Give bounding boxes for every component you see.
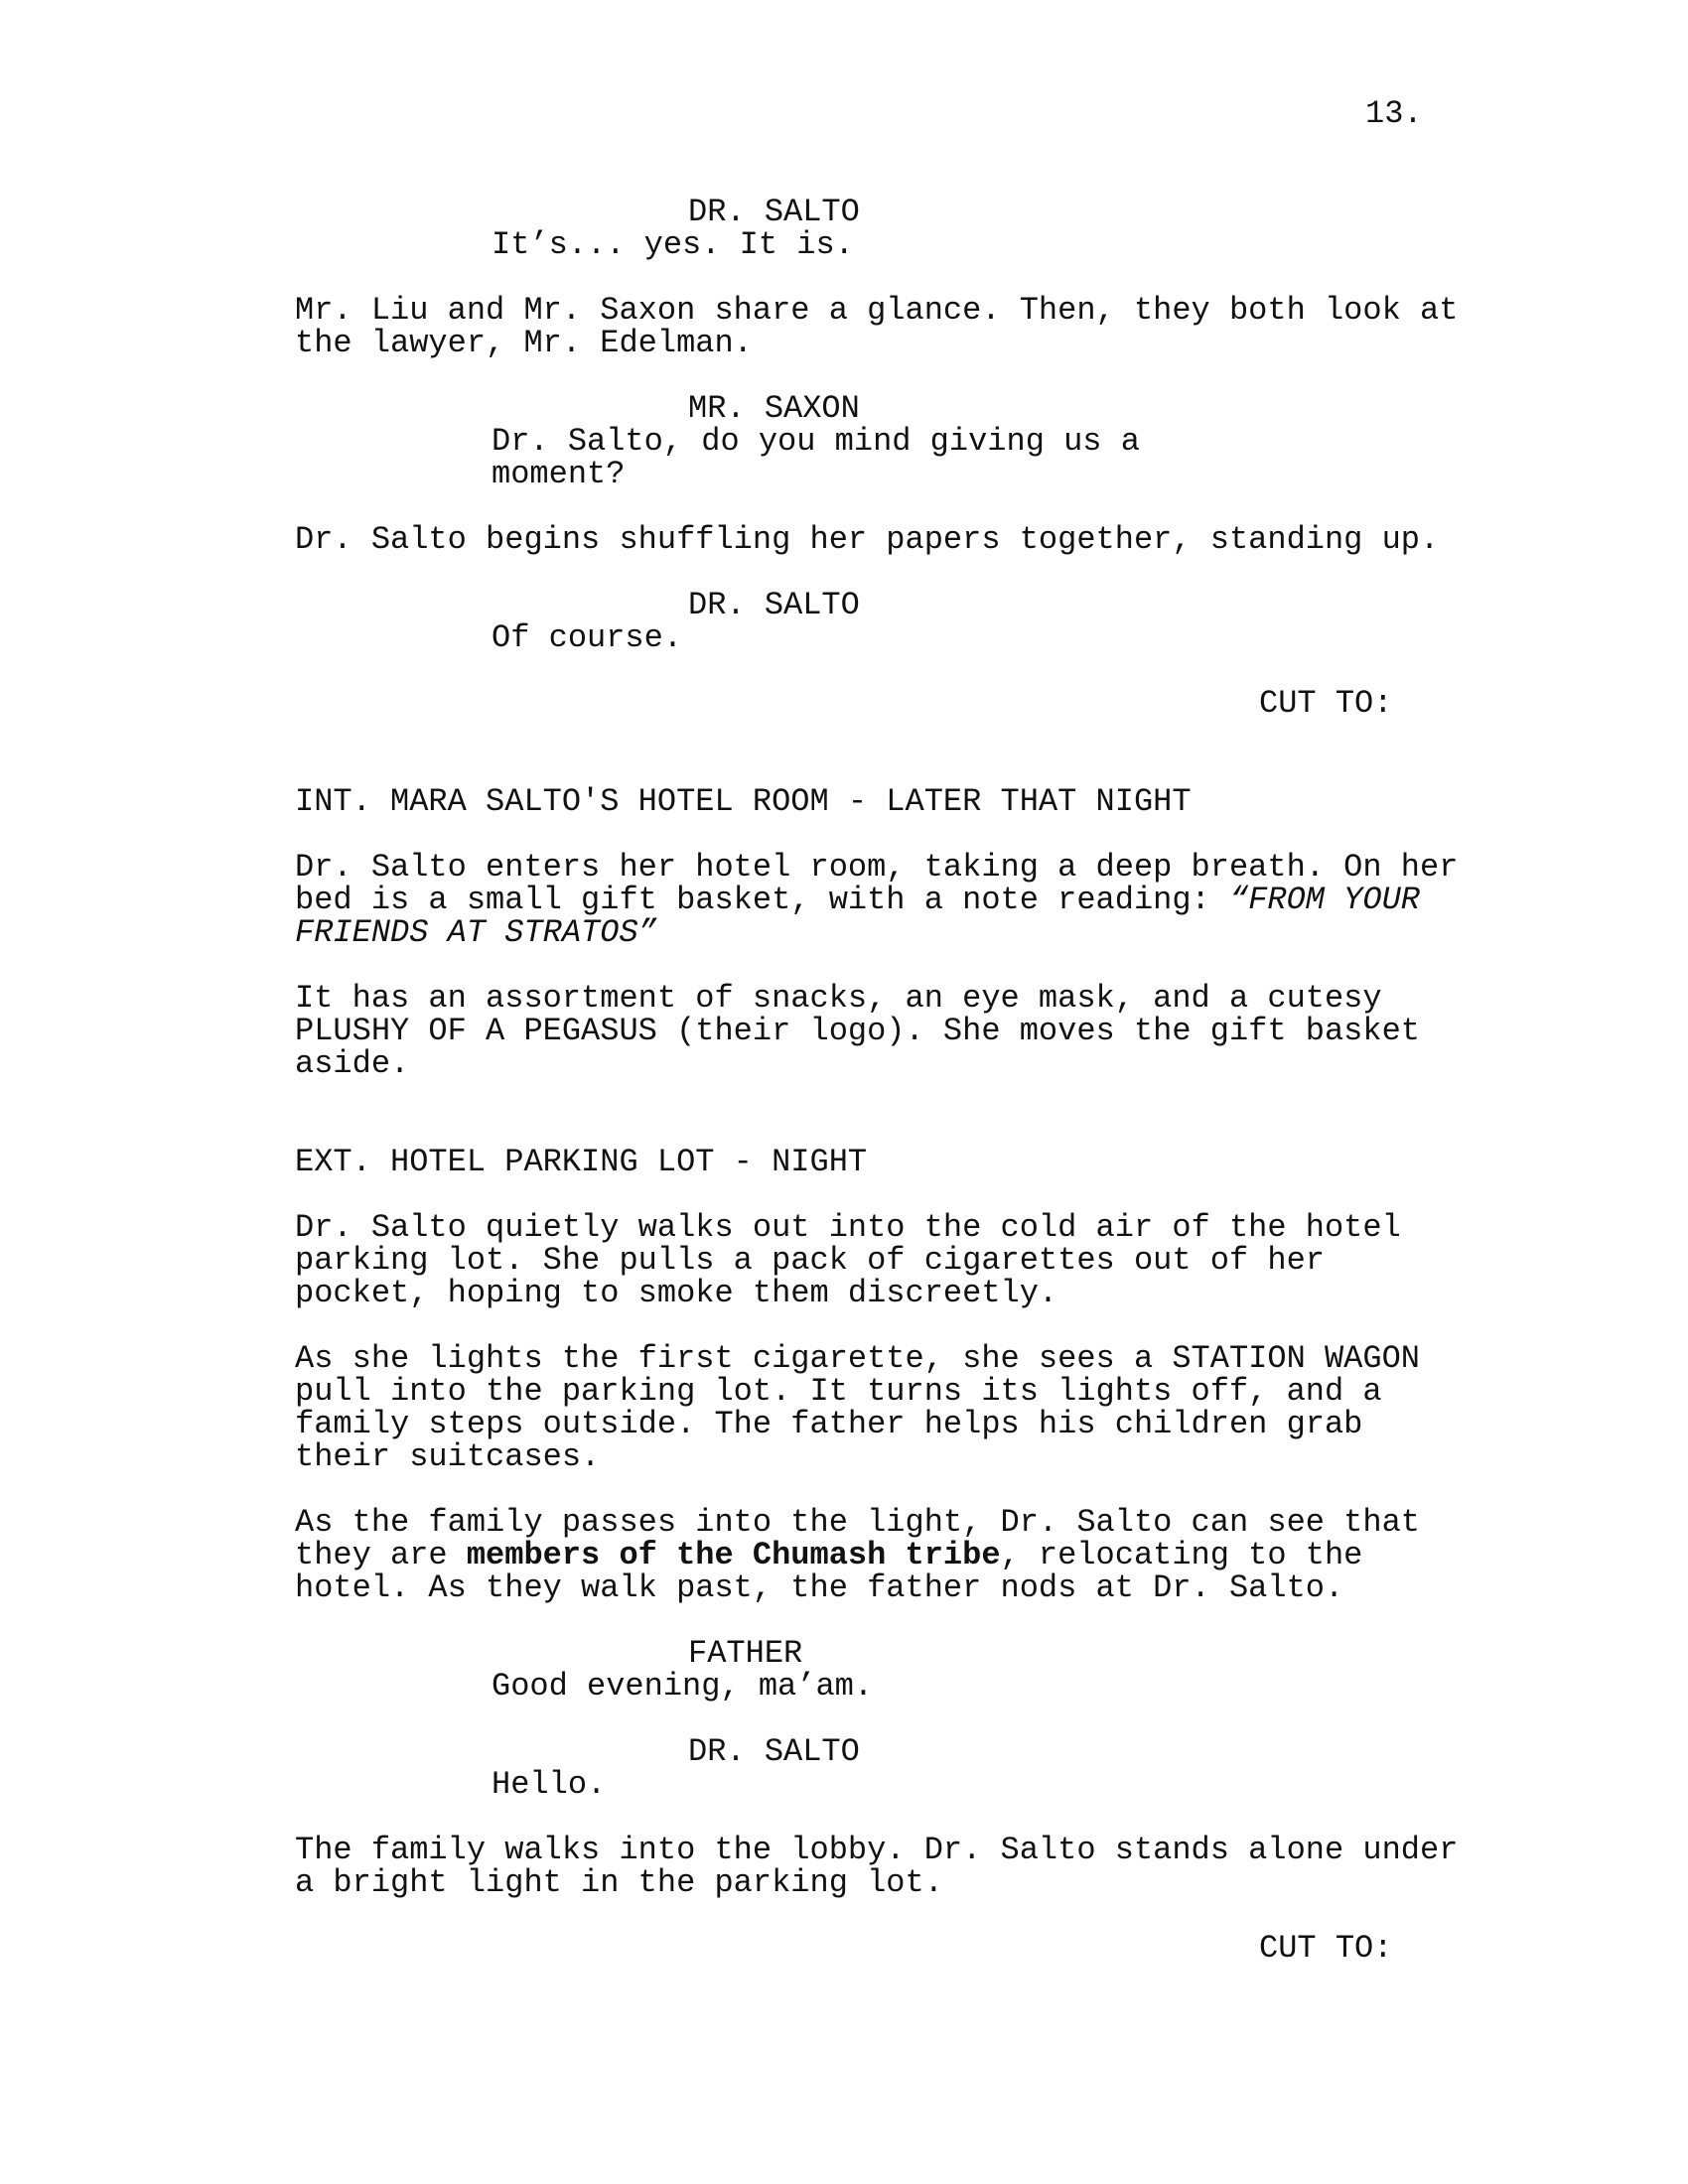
dialogue-line: Dr. Salto, do you mind giving us a bbox=[492, 423, 1140, 460]
dialogue-line: Of course. bbox=[492, 619, 683, 656]
note-text: “FROM YOUR bbox=[1228, 882, 1420, 918]
character-name: DR. SALTO bbox=[688, 587, 860, 623]
character-name: DR. SALTO bbox=[688, 1733, 860, 1770]
emphasis-text: members of the Chumash tribe bbox=[466, 1537, 1001, 1573]
action-line: pull into the parking lot. It turns its lights off, and a bbox=[295, 1373, 1382, 1410]
dialogue-line: Hello. bbox=[492, 1766, 607, 1803]
transition: CUT TO: bbox=[1259, 1930, 1393, 1967]
action-line: aside. bbox=[295, 1045, 410, 1082]
action-line bbox=[295, 884, 1420, 916]
action-line: Dr. Salto enters her hotel room, taking a deep breath. On her bbox=[295, 849, 1459, 886]
dialogue-line: It’s... yes. It is. bbox=[492, 226, 854, 263]
action-line bbox=[295, 1539, 1362, 1571]
note-text: FRIENDS AT STRATOS” bbox=[295, 914, 657, 951]
action-text: , relocating to the bbox=[1000, 1537, 1363, 1573]
scene-heading: EXT. HOTEL PARKING LOT - NIGHT bbox=[295, 1144, 868, 1180]
action-text: bed is a small gift basket, with a note reading: bbox=[295, 882, 1229, 918]
character-name: FATHER bbox=[688, 1635, 803, 1672]
action-text: they are bbox=[295, 1537, 467, 1573]
page-number: 13. bbox=[1365, 95, 1423, 132]
action-line: hotel. As they walk past, the father nods at Dr. Salto. bbox=[295, 1570, 1344, 1606]
scene-heading: INT. MARA SALTO'S HOTEL ROOM - LATER THAT NIGHT bbox=[295, 783, 1192, 820]
transition: CUT TO: bbox=[1259, 685, 1393, 722]
action-line: the lawyer, Mr. Edelman. bbox=[295, 325, 753, 361]
dialogue-line: moment? bbox=[492, 456, 626, 492]
action-line: Mr. Liu and Mr. Saxon share a glance. Then, they both look at bbox=[295, 292, 1459, 329]
action-line: family steps outside. The father helps his children grab bbox=[295, 1406, 1363, 1442]
action-line: parking lot. She pulls a pack of cigarettes out of her bbox=[295, 1242, 1325, 1279]
action-line: Dr. Salto quietly walks out into the cold air of the hotel bbox=[295, 1209, 1401, 1246]
action-line: The family walks into the lobby. Dr. Salto stands alone under bbox=[295, 1832, 1459, 1868]
character-name: DR. SALTO bbox=[688, 194, 860, 230]
action-line: a bright light in the parking lot. bbox=[295, 1864, 943, 1901]
action-line: PLUSHY OF A PEGASUS (their logo). She moves the gift basket bbox=[295, 1013, 1420, 1049]
action-line: Dr. Salto begins shuffling her papers together, standing up. bbox=[295, 521, 1440, 558]
action-line: their suitcases. bbox=[295, 1438, 601, 1475]
character-name: MR. SAXON bbox=[688, 390, 860, 427]
action-line: pocket, hoping to smoke them discreetly. bbox=[295, 1275, 1058, 1311]
action-line: It has an assortment of snacks, an eye mask, and a cutesy bbox=[295, 980, 1382, 1017]
action-line: As she lights the first cigarette, she sees a STATION WAGON bbox=[295, 1340, 1420, 1377]
dialogue-line: Good evening, ma’am. bbox=[492, 1668, 874, 1705]
action-line: As the family passes into the light, Dr. Salto can see that bbox=[295, 1504, 1420, 1541]
